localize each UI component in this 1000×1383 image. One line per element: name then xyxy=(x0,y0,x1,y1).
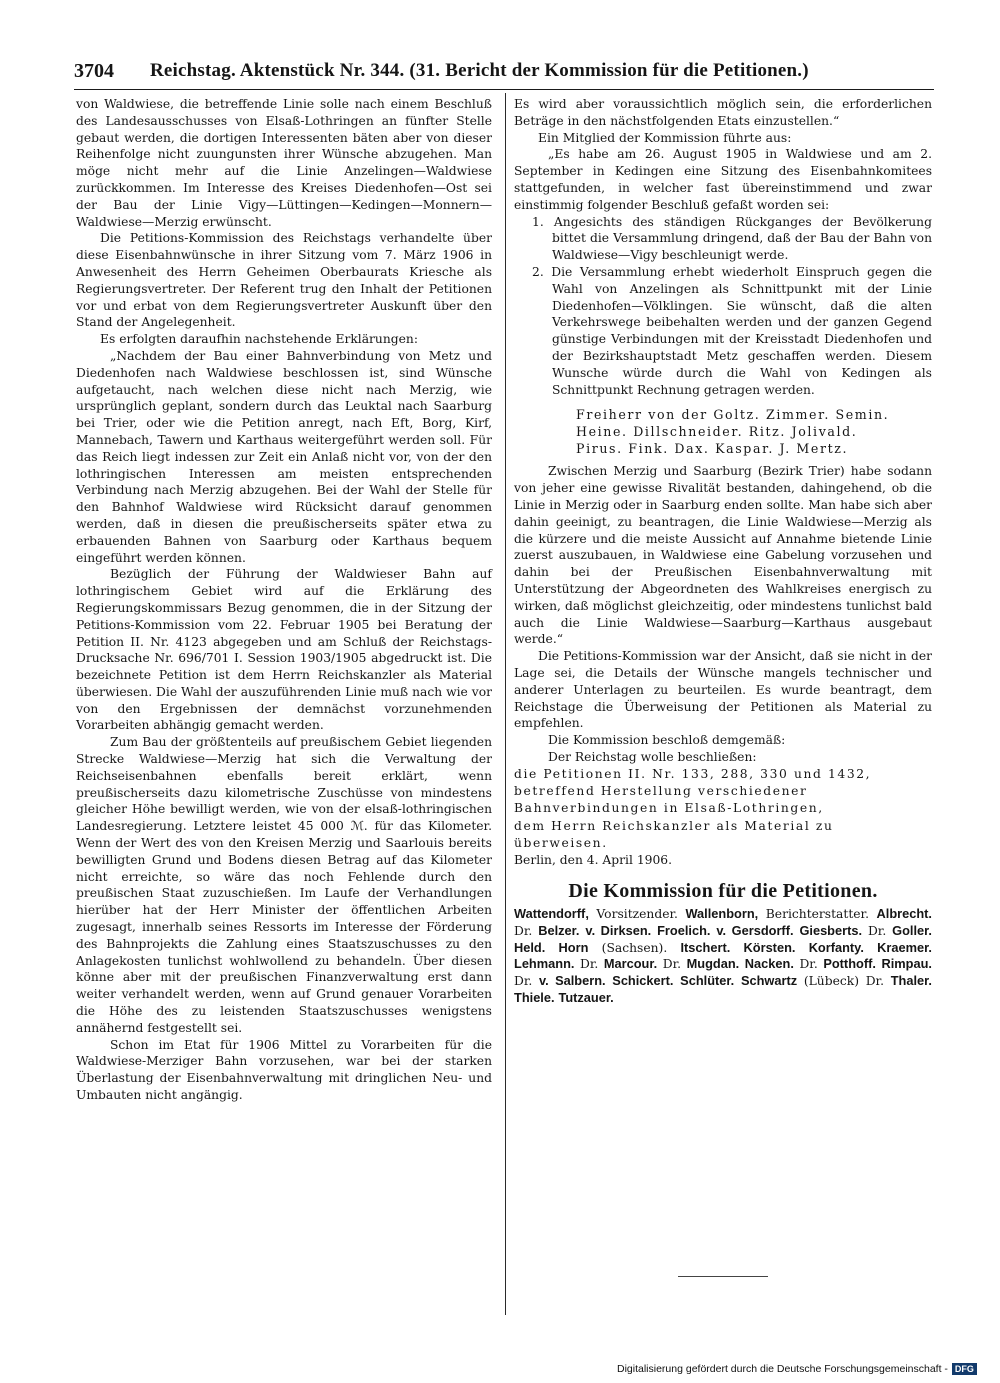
list-text: Angesichts des ständigen Rückganges der Bevölkerung bittet die Versammlung dringend, daß der Bau der Bahn von Waldwiese—Vigy beschleunigt werde. xyxy=(552,214,932,263)
list-text: Die Versammlung erhebt wiederholt Einspruch gegen die Wahl von Anzelingen als Schnittpunkt mit der Linie Diedenhofen—Völklingen. Sie wünscht, daß die alten Verkehrswege beibehalten werden und der ganzen Gegend günstige Verbindungen mit der Kreisstadt Diedenhofen und der Bezirkshauptstadt Metz geschaffen werden. Diesem Wunsche würde durch die Wahl von Kedingen als Schnittpunkt Rechnung getragen werden. xyxy=(551,264,932,397)
column-divider xyxy=(505,93,506,1315)
paragraph: Die Kommission beschloß demgemäß: xyxy=(548,733,786,748)
date-line: Berlin, den 4. April 1906. xyxy=(514,853,673,868)
paragraph: Zwischen Merzig und Saarburg (Bezirk Trier) habe sodann von jeher eine gewisse Rivalität bestanden, dahingehend, ob die Linie in Merzig oder in Saarburg enden sollte. Man habe sich aber dahin geeinigt, zu beantragen, die Linie Waldwiese—Merzig als die kürzere und die meiste Aussicht auf Annahme bietende Linie zuerst auszubauen, in Waldwiese eine Gabelung vorzusehen und dahin bei der Preußischen Eisenbahnverwaltung mit Unterstützung der Abgeordneten des Wahlkreises energisch zu wirken, daß möglichst gleichzeitig, oder mindestens tunlichst bald auch die Linie Waldwiese—Saarburg—Karthaus ausgebaut werde.“ xyxy=(514,464,932,647)
member-sep: Dr. xyxy=(657,957,687,972)
left-column xyxy=(76,96,492,1104)
paragraph: Es erfolgten daraufhin nachstehende Erklärungen: xyxy=(100,332,418,347)
member-sep xyxy=(795,941,808,955)
member-list xyxy=(514,906,932,1007)
member-sep: Dr. xyxy=(514,923,539,938)
member-name: v. Salbern. xyxy=(539,973,606,989)
member-name: Goller. xyxy=(892,922,932,938)
member-name: Giesberts. xyxy=(799,922,863,938)
member-sep xyxy=(734,974,741,988)
member-name: Nacken. xyxy=(744,956,794,972)
member-name: Horn xyxy=(558,939,589,955)
member-name: Wattendorff, xyxy=(514,905,589,921)
decision-text: die Petitionen II. Nr. 133, 288, 330 und 1432, betreffend Herstellung verschiedener Bahnverbindungen in Elsaß-Lothringen, xyxy=(514,766,872,816)
member-name: Thaler. xyxy=(890,973,932,989)
signature-line: Freiherr von der Goltz. Zimmer. Semin. xyxy=(576,407,890,423)
signatures xyxy=(576,406,932,457)
member-name: Tutzauer. xyxy=(558,990,614,1006)
paragraph: „Nachdem der Bau einer Bahnverbindung von Metz und Diedenhofen nach Waldwiese beschlossen ist, sind Wünsche aufgetaucht, nach welchen diese nicht nach Merzig, wie ursprünglich geplant, sondern durch das Leuktal nach Saarburg bei Trier, oder wie die Petition anregt, nach Eft, Borg, Kirf, Mannebach, Tawern und Karthaus weitergeführt werden soll. Für das Reich liegt indessen zur Zeit ein Anlaß nicht vor, von der den lothringischen Interessen am meisten entsprechenden Verbindung nach Merzig abzugehen. Bei der Wahl der Stelle für den Bahnhof Waldwiese wird Rücksicht darauf genommen werden, daß in diesen die preußischerseits später etwa zu erbauenden Bahnen von Saarburg oder Karthaus bequem eingeführt werden können. xyxy=(76,348,492,565)
member-name: Rimpau. xyxy=(881,956,932,972)
paragraph: Der Reichstag wolle beschließen: xyxy=(548,749,757,764)
member-name: Held. xyxy=(514,939,546,955)
member-sep: (Sachsen). xyxy=(588,940,681,955)
paragraph: von Waldwiese, die betreffende Linie solle nach einem Beschluß des Landesausschusses von Elsaß-Lothringen an fünfter Stelle gebaut werden, die dortigen Interessenten bäten aber von dieser Reihenfolge nicht zuungunsten ihrer Wünsche abzugehen. Man möge nicht mehr auf die Linie Anzelingen—Waldwiese zurückkommen. Im Interesse des Kreises Diedenhofen—Ost sei der Bau der Linie Vigy—Lüttingen—Kedingen—Monnern—Waldwiese—Merzig erwünscht. xyxy=(76,97,492,229)
end-rule xyxy=(678,1276,768,1277)
footer-text: Digitalisierung gefördert durch die Deutsche Forschungsgemeinschaft - xyxy=(617,1363,948,1375)
member-name: Belzer. xyxy=(538,922,580,938)
member-name: Mugdan. xyxy=(686,956,740,972)
paragraph: Ein Mitglied der Kommission führte aus: xyxy=(538,130,792,145)
member-name: Korfanty. xyxy=(808,939,864,955)
member-name: Schwartz xyxy=(740,973,798,989)
member-sep xyxy=(864,941,877,955)
decision-text: dem Herrn Reichskanzler als Material zu überweisen. xyxy=(514,818,834,850)
member-name: Albrecht. xyxy=(876,905,932,921)
header-title: Reichstag. Aktenstück Nr. 344. (31. Bericht der Kommission für die Petitionen.) xyxy=(150,60,809,81)
signature-line: Heine. Dillschneider. Ritz. Jolivald. xyxy=(576,424,858,440)
member-name: Thiele. xyxy=(514,990,555,1006)
running-header xyxy=(74,58,934,88)
member-sep: Vorsitzender. xyxy=(588,906,686,921)
paragraph: Die Petitions-Kommission war der Ansicht, daß sie nicht in der Lage sei, die Details der Wünsche mangels technischer und anderer Unterlagen zu beurteilen. Es wurde beantragt, dem Reichstage die Überweisung der Petitionen als Material zu empfehlen. xyxy=(514,649,932,731)
member-sep: Dr. xyxy=(514,974,539,989)
member-sep xyxy=(545,941,558,955)
member-name: Körsten. xyxy=(743,939,796,955)
list-item xyxy=(532,214,932,264)
footer xyxy=(617,1363,977,1375)
member-name: Lehmann. xyxy=(514,956,575,972)
member-sep: Dr. xyxy=(574,957,604,972)
page-number: 3704 xyxy=(74,60,114,82)
right-column xyxy=(514,96,932,1007)
commission-title: Die Kommission für die Petitionen. xyxy=(568,879,878,902)
member-sep: (Lübeck) Dr. xyxy=(797,974,891,989)
member-sep xyxy=(730,941,743,955)
member-name: v. Dirksen. xyxy=(585,922,652,938)
signature-line: Pirus. Fink. Dax. Kaspar. J. Mertz. xyxy=(576,441,849,457)
member-name: Potthoff. xyxy=(823,956,876,972)
paragraph: Bezüglich der Führung der Waldwieser Bahn auf lothringischem Gebiet wird auf die Erklärung des Regierungskommissars Bezug genommen, die in der Sitzung der Petitions-Kommission vom 22. Februar 1905 bei Beratung der Petition II. Nr. 4123 abgegeben und am Schluß der Reichstags-Drucksache Nr. 696/701 I. Session 1903/1905 abgedruckt ist. Die bezeichnete Petition ist dem Herrn Reichskanzler als Material überwiesen. Die Wahl der auszuführenden Linie muß nach wie vor von den Ergebnissen der demnächst vorzunehmenden Vorarbeiten abhängig gemacht werden. xyxy=(76,567,492,733)
paragraph: Es wird aber voraussichtlich möglich sein, die erforderlichen Beträge in den nächstfolgenden Etats einzustellen.“ xyxy=(514,97,932,128)
paragraph: „Es habe am 26. August 1905 in Waldwiese und am 2. September in Kedingen eine Sitzung des Eisenbahnkomitees stattgefunden, in welcher fast übereinstimmend und zwar einstimmig folgender Beschluß gefaßt worden sei: xyxy=(514,147,932,212)
member-name: Schlüter. xyxy=(680,973,735,989)
member-sep: Dr. xyxy=(862,923,893,938)
paragraph: Schon im Etat für 1906 Mittel zu Vorarbeiten für die Waldwiese-Merziger Bahn vorzusehen, war bei der starken Überlastung der Eisenbahnverwaltung mit dringlichen Neu- und Umbauten nicht angängig. xyxy=(76,1037,492,1103)
member-name: Froelich. xyxy=(657,922,711,938)
header-rule xyxy=(74,89,934,90)
member-name: Kraemer. xyxy=(877,939,932,955)
member-name: Marcour. xyxy=(603,956,658,972)
list-number: 2. xyxy=(532,264,544,279)
dfg-logo: DFG xyxy=(952,1363,977,1375)
list-item xyxy=(532,264,932,398)
paragraph: Die Petitions-Kommission des Reichstags verhandelte über diese Eisenbahnwünsche in ihrer Sitzung vom 7. März 1906 in Anwesenheit des Herrn Geheimen Oberbaurats Kriesche als Regierungsvertreter. Der Referent trug den Inhalt der Petitionen vor und erbat von dem Regierungsvertreter Auskunft über den Stand der Angelegenheit. xyxy=(76,231,492,330)
member-sep: Dr. xyxy=(793,957,824,972)
member-name: v. Gersdorff. xyxy=(716,922,794,938)
member-name: Wallenborn, xyxy=(685,905,759,921)
paragraph: Zum Bau der größtenteils auf preußischem Gebiet liegenden Strecke Waldwiese—Merzig hat sich die Verwaltung der Reichseisenbahnen ebenfalls bereit erklärt, wenn preußischerseits dazu kilometrische Zuschüsse von mindestens gleicher Höhe bewilligt werden, wie von der elsaß-lothringischen Landesregierung. Letztere leistet 45 000 ℳ. für das Kilometer. Wenn der Wert des von den Kreisen Merzig und Saarlouis bereits bewilligten Grund und Bodens diesen Betrag auf das Kilometer nicht erreichte, so wäre das noch Fehlende durch den preußischen Staat zuzuschießen. Im Laufe der Verhandlungen hierüber hat der Herr Minister der öffentlichen Arbeiten zugesagt, innerhalb seines Ressorts im Interesse der Förderung des Bahnprojekts die Zahlung eines Staatszuschusses zu den Anlagekosten tunlichst wohlwollend zu behandeln. Über diesen könne aber mit der preußischen Finanzverwaltung erst dann weiter verhandelt werden, wenn auf Grund genauer Vorarbeiten die Höhe des zu leistenden Staatszuschusses wenigstens annähernd festgestellt sei. xyxy=(76,735,492,1035)
member-name: Itschert. xyxy=(680,939,731,955)
member-sep: Berichterstatter. xyxy=(758,906,877,921)
member-name: Schickert. xyxy=(612,973,674,989)
list-number: 1. xyxy=(532,214,544,229)
